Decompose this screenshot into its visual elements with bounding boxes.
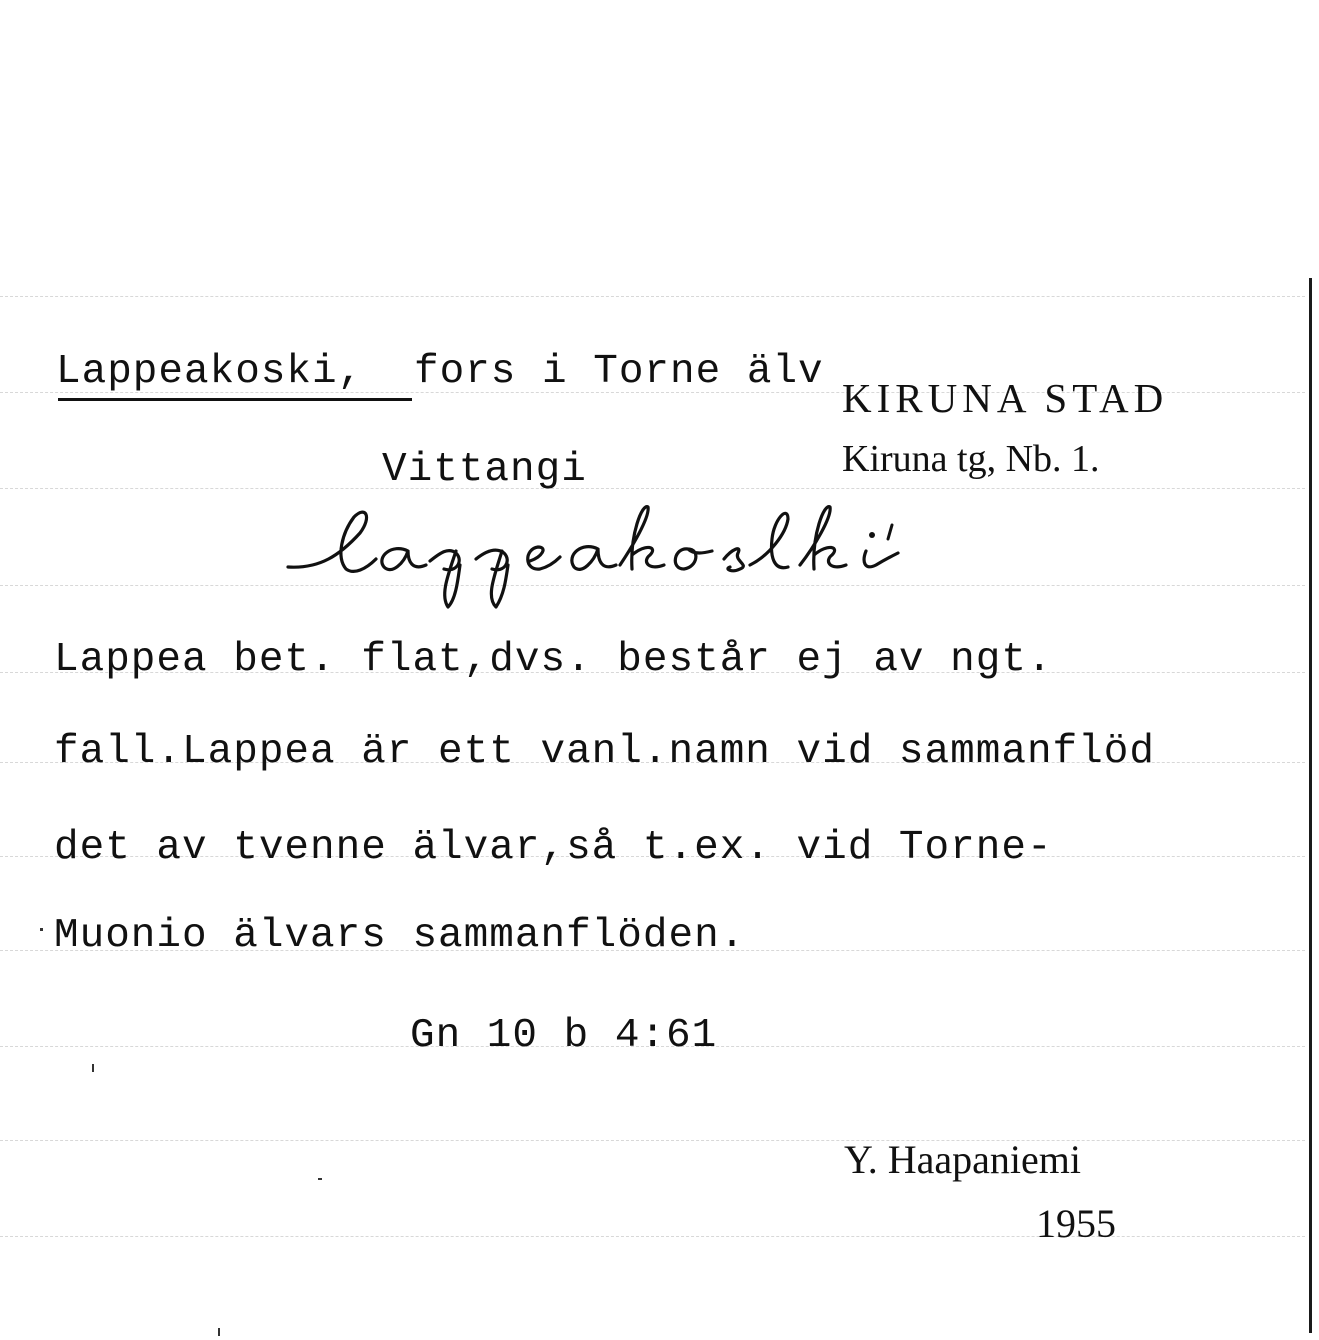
scan-speck <box>318 1178 322 1180</box>
stamp-district: Kiruna tg, Nb. 1. <box>842 438 1100 480</box>
scan-speck <box>40 928 43 931</box>
handwritten-name-signature <box>280 495 1040 620</box>
collection-year: 1955 <box>1036 1201 1116 1246</box>
body-line-3: det av tvenne älvar,så t.ex. vid Torne- <box>54 825 1053 871</box>
guide-line <box>0 1140 1305 1141</box>
stamp-municipality: KIRUNA STAD <box>842 375 1169 421</box>
body-line-2: fall.Lappea är ett vanl.namn vid sammanflöd <box>54 729 1155 775</box>
parish: Vittangi <box>382 447 587 493</box>
guide-line <box>0 296 1305 297</box>
source-reference: Gn 10 b 4:61 <box>410 1013 718 1059</box>
collector-name: Y. Haapaniemi <box>844 1137 1081 1182</box>
headword: Lappeakoski, <box>56 349 364 395</box>
body-line-1: Lappea bet. flat,dvs. består ej av ngt. <box>54 637 1053 683</box>
scan-speck <box>218 1328 220 1336</box>
guide-line <box>0 488 1305 489</box>
scan-speck <box>92 1064 94 1072</box>
headword-underline <box>58 398 412 401</box>
card-edge-line <box>1309 278 1312 1333</box>
heading-description: fors i Torne älv <box>414 349 824 395</box>
body-line-4: Muonio älvars sammanflöden. <box>54 913 746 959</box>
